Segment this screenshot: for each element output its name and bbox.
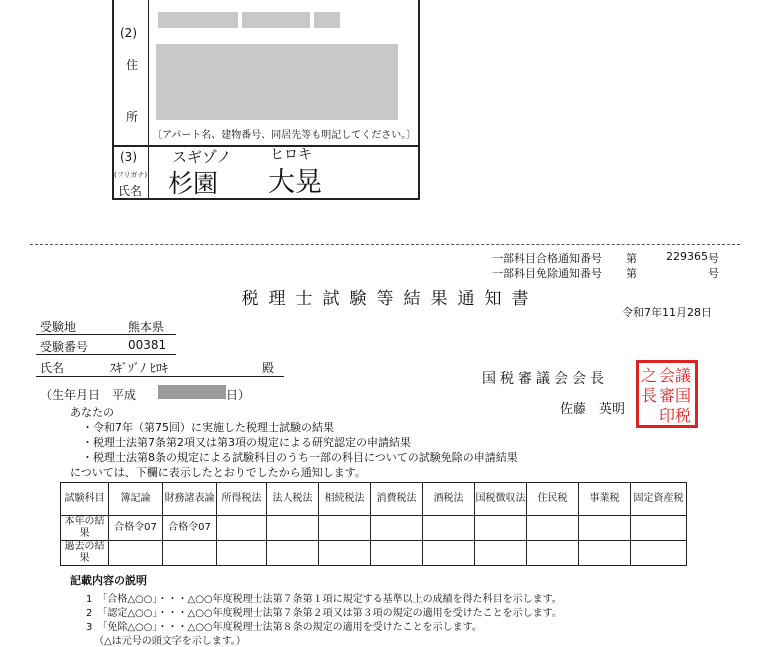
seal-char-6: 審 [659, 386, 676, 405]
dob-suffix: 日） [226, 388, 251, 402]
table-cell [163, 541, 217, 566]
notice-title: 税理士試験等結果通知書 [241, 289, 539, 309]
seal-char-5: 之 [641, 366, 658, 385]
table-cell [217, 516, 267, 541]
table-cell [527, 541, 579, 566]
table-cell [579, 541, 631, 566]
header-cell: 財務諸表論 [163, 483, 217, 516]
body-item-1: ・令和7年（第75回）に実施した税理士試験の結果 [82, 421, 334, 434]
header-cell: 消費税法 [371, 483, 423, 516]
recipient-name-kana: ｽｷﾞｿﾞﾉ ﾋﾛｷ [110, 361, 168, 375]
table-cell: 合格令07 [163, 516, 217, 541]
seal-char-7: 長 [641, 386, 658, 405]
seal-char-2: 国 [675, 386, 692, 405]
table-cell [371, 541, 423, 566]
header-cell: 法人税法 [267, 483, 319, 516]
table-cell [475, 541, 527, 566]
table-cell [319, 516, 371, 541]
table-row [61, 516, 687, 541]
underline-location [36, 334, 176, 335]
table-cell [267, 516, 319, 541]
header-cell: 簿記論 [109, 483, 163, 516]
note-item-3: 3 「免除△○○」・・・△○○年度税理士法第８条の規定の適用を受けたことを示します。 [86, 622, 482, 633]
header-cell: 事業税 [579, 483, 631, 516]
furigana-label: (フリガナ) [114, 171, 148, 179]
issuer-title: 国税審議会会長 [482, 371, 608, 387]
header-cell: 試験科目 [61, 483, 109, 516]
table-cell [109, 541, 163, 566]
header-cell: 住民税 [527, 483, 579, 516]
notice-date: 令和7年11月28日 [622, 306, 712, 319]
results-table [60, 482, 687, 566]
form-divider-horizontal [112, 145, 420, 147]
table-cell [267, 541, 319, 566]
body-closing: については、下欄に表示したとおりでしたから通知します。 [70, 466, 366, 479]
redacted-dob [158, 385, 226, 399]
ref-line1-dai: 第 [626, 252, 637, 265]
underline-name [36, 376, 284, 377]
note-item-1: 1 「合格△○○」・・・△○○年度税理士法第７条第１項に規定する基準以上の成績を得た科目を示します。 [86, 594, 562, 605]
header-cell: 国税徴収法 [475, 483, 527, 516]
seal-char-3: 会 [659, 366, 676, 385]
address-char-1: 住 [126, 58, 139, 72]
handwritten-furigana-given: ヒロキ [270, 147, 312, 163]
row2-number: (2) [120, 26, 137, 40]
table-cell [631, 541, 687, 566]
ref-line1-go: 号 [708, 252, 719, 265]
recipient-name-label: 氏名 [40, 361, 65, 375]
name-label: 氏名 [118, 184, 143, 198]
handwritten-furigana-family: スギゾノ [172, 148, 232, 166]
exam-number-value: 00381 [128, 338, 167, 352]
body-item-2: ・税理士法第7条第2項又は第3項の規定による研究認定の申請結果 [82, 436, 411, 449]
seal-char-8: 印 [659, 406, 676, 425]
seal-char-4: 税 [675, 406, 692, 425]
body-intro: あなたの [70, 406, 114, 419]
exam-location-label: 受験地 [40, 320, 77, 334]
row3-number: (3) [120, 150, 137, 164]
table-cell [319, 541, 371, 566]
table-cell [217, 541, 267, 566]
redacted-address [156, 44, 398, 120]
ref-line1-label: 一部科目合格通知番号 [492, 252, 602, 265]
ref-line2-label: 一部科目免除通知番号 [492, 267, 602, 280]
redacted-postal-code-3 [314, 12, 340, 28]
exam-number-label: 受験番号 [40, 340, 89, 354]
header-cell: 固定資産税 [631, 483, 687, 516]
handwritten-name-family: 杉園 [168, 169, 219, 198]
honorific-dono: 殿 [262, 361, 275, 375]
notes-heading: 記載内容の説明 [70, 574, 147, 587]
form-divider-vertical [148, 0, 149, 200]
table-cell: 合格令07 [109, 516, 163, 541]
ref-line1-number: 229365 [666, 250, 708, 263]
table-cell [423, 516, 475, 541]
table-cell [527, 516, 579, 541]
table-cell [579, 516, 631, 541]
cut-line [30, 244, 740, 245]
dob-prefix: （生年月日 平成 [40, 388, 137, 402]
seal-char-1: 議 [675, 366, 692, 385]
table-row [61, 541, 687, 566]
underline-number [36, 354, 176, 355]
header-cell: 酒税法 [423, 483, 475, 516]
table-cell [371, 516, 423, 541]
table-cell [423, 541, 475, 566]
note-item-2: 2 「認定△○○」・・・△○○年度税理士法第７条第２項又は第３項の規定の適用を受けたことを示します。 [86, 608, 562, 619]
header-cell: 所得税法 [217, 483, 267, 516]
row-label: 本年の結果 [61, 516, 109, 541]
ref-line2-dai: 第 [626, 267, 637, 280]
redacted-postal-code-2 [242, 12, 310, 28]
header-cell: 相続税法 [319, 483, 371, 516]
row-label: 過去の結果 [61, 541, 109, 566]
issuer-person: 佐藤 英明 [560, 402, 626, 417]
body-item-3: ・税理士法第8条の規定による試験科目のうち一部の科目についての試験免除の申請結果 [82, 451, 518, 464]
exam-location-value: 熊本県 [128, 320, 165, 334]
table-cell [475, 516, 527, 541]
address-char-2: 所 [126, 110, 139, 124]
note-footnote: （△は元号の頭文字を示します。） [94, 636, 246, 647]
handwritten-name-given: 大晃 [268, 167, 322, 198]
official-seal [636, 360, 698, 428]
table-header-row [61, 483, 687, 516]
address-hint: 〔アパート名、建物番号、同居先等も明記してください。〕 [152, 130, 417, 141]
ref-line2-go: 号 [708, 267, 719, 280]
table-cell [631, 516, 687, 541]
redacted-postal-code [158, 12, 238, 28]
